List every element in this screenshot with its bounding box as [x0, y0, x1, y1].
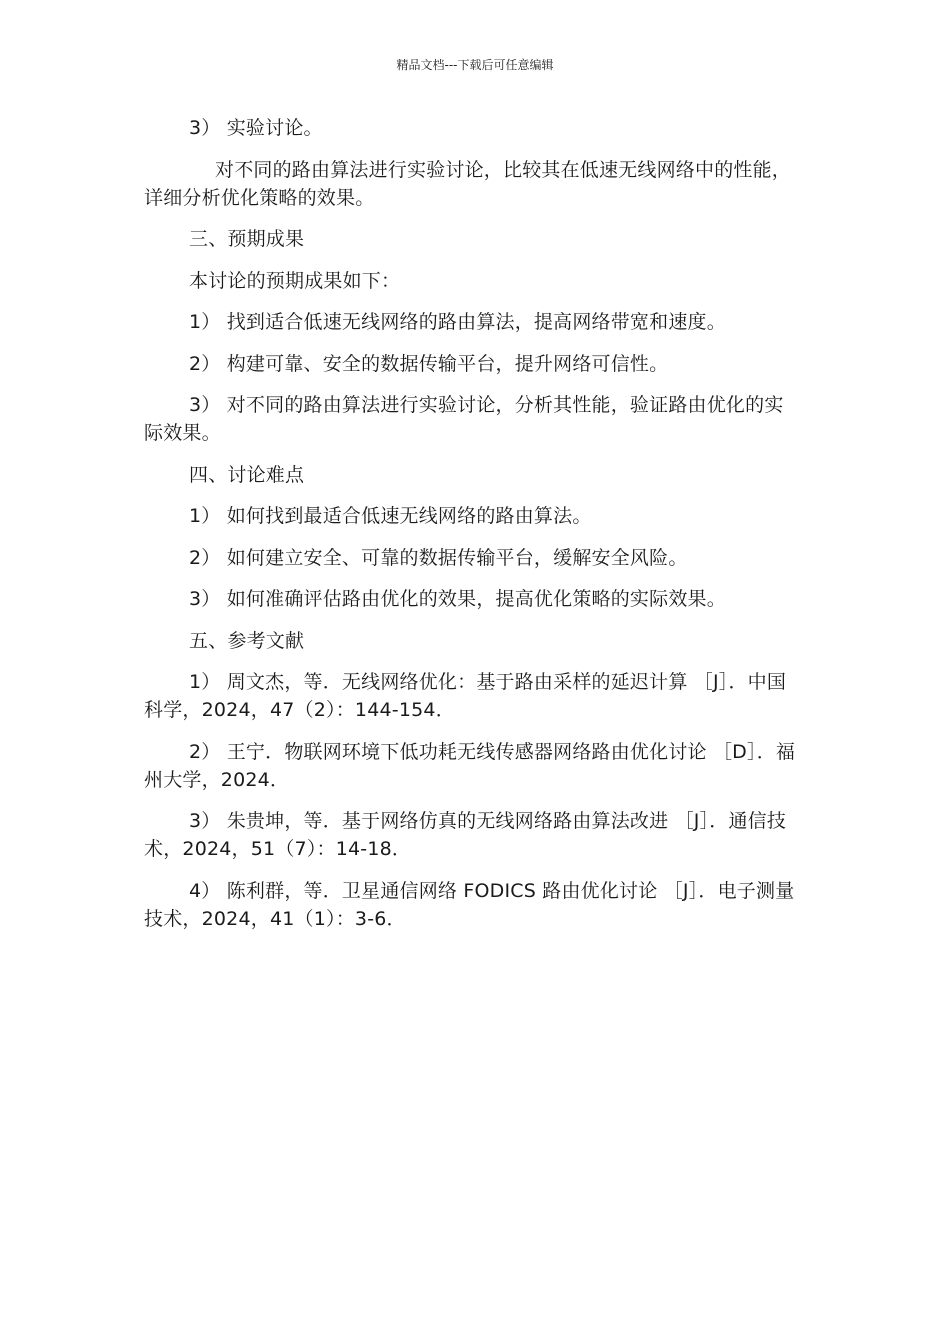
section-heading-expected-results: 三、预期成果: [189, 228, 305, 250]
section-heading-difficulties: 四、讨论难点: [189, 463, 305, 486]
paragraph-expected-results-intro: 本讨论的预期成果如下：: [189, 269, 401, 292]
list-item-difficulty-3: 3） 如何准确评估路由优化的效果，提高优化策略的实际效果。: [189, 588, 726, 610]
list-item-result-2: 2） 构建可靠、安全的数据传输平台，提升网络可信性。: [189, 352, 669, 375]
list-item-difficulty-2: 2） 如何建立安全、可靠的数据传输平台，缓解安全风险。: [189, 546, 688, 569]
document-body: [144, 114, 800, 946]
list-item-experiment-discussion: 3） 实验讨论。: [189, 117, 323, 139]
paragraph-experiment-detail: 对不同的路由算法进行实验讨论，比较其在低速无线网络中的性能，详细分析优化策略的效果。: [144, 158, 792, 209]
page-header: 精品文档---下载后可任意编辑: [396, 58, 554, 72]
list-item-difficulty-1: 1） 如何找到最适合低速无线网络的路由算法。: [189, 505, 592, 527]
reference-item-3: 3） 朱贵坤，等．基于网络仿真的无线网络路由算法改进 ［J］．通信技术，2024，51（7）：14-18．: [144, 810, 787, 860]
list-item-result-3: 3） 对不同的路由算法进行实验讨论，分析其性能，验证路由优化的实际效果。: [144, 394, 784, 444]
list-item-result-1: 1） 找到适合低速无线网络的路由算法，提高网络带宽和速度。: [189, 311, 726, 333]
reference-item-4: 4） 陈利群，等．卫星通信网络 FODICS 路由优化讨论 ［J］．电子测量技术，2024，41（1）：3-6．: [144, 879, 795, 930]
section-heading-references: 五、参考文献: [189, 629, 305, 652]
reference-item-1: 1） 周文杰，等．无线网络优化：基于路由采样的延迟计算 ［J］．中国科学，2024，47（2）：144-154．: [144, 671, 787, 721]
reference-item-2: 2） 王宁．物联网环境下低功耗无线传感器网络路由优化讨论 ［D］．福州大学，2024．: [144, 740, 796, 791]
